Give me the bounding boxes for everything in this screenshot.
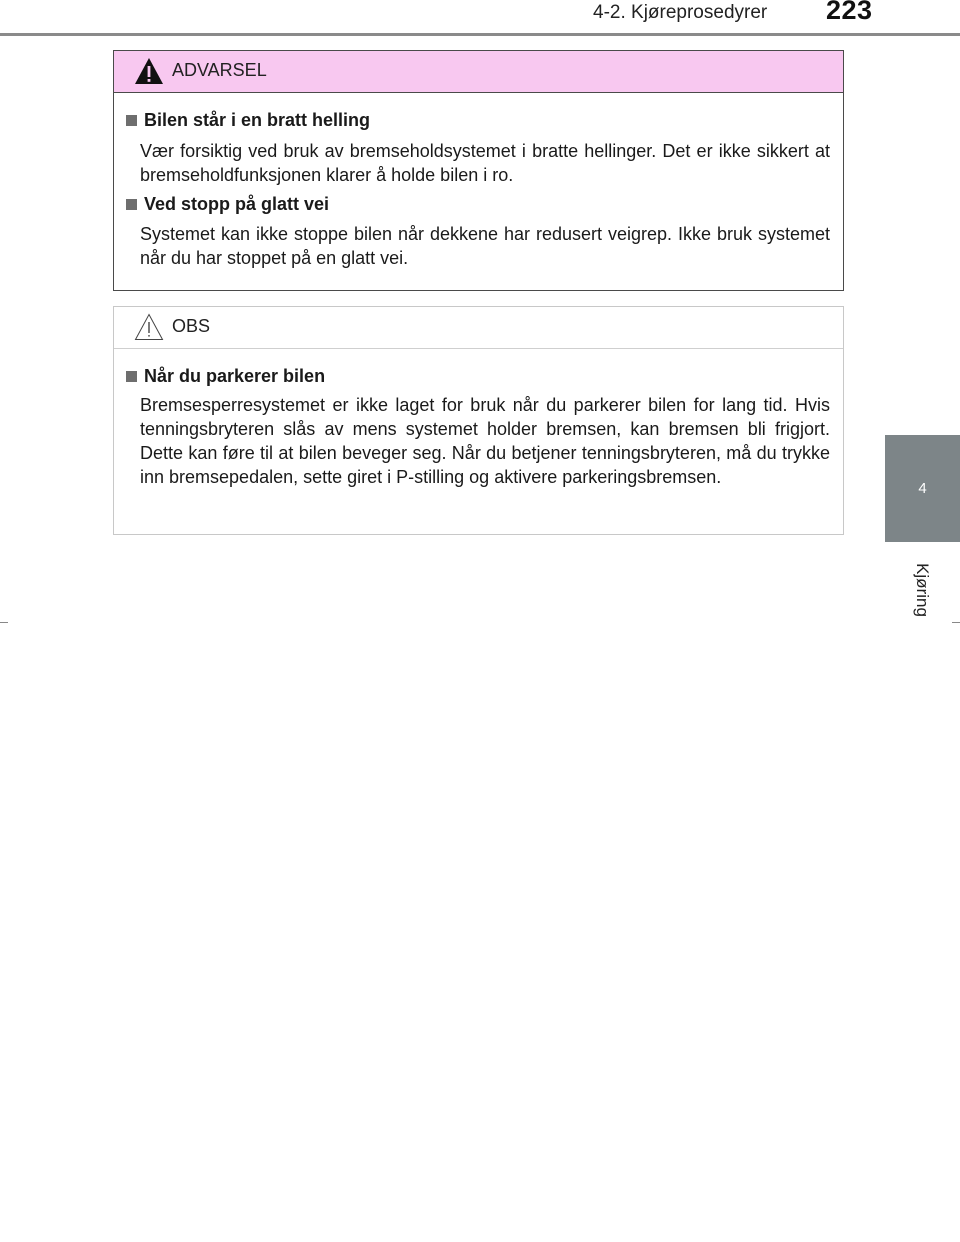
notice-item-heading xyxy=(126,366,325,387)
chapter-label: Kjøring xyxy=(913,563,932,617)
warning-header xyxy=(114,51,843,93)
notice-box xyxy=(113,306,844,535)
warning-item-heading-text: Ved stopp på glatt vei xyxy=(144,194,330,214)
chapter-tab xyxy=(885,435,960,542)
square-bullet-icon xyxy=(126,199,137,210)
crop-mark-right xyxy=(952,622,960,623)
notice-item-heading-text: Når du parkerer bilen xyxy=(144,366,326,386)
chapter-number: 4 xyxy=(918,480,927,497)
crop-mark-left xyxy=(0,622,8,623)
header-divider xyxy=(0,33,960,36)
warning-item-heading xyxy=(126,110,370,131)
warning-title: ADVARSEL xyxy=(172,60,267,80)
section-title: 4-2. Kjøreprosedyrer xyxy=(593,2,768,23)
caution-triangle-icon xyxy=(134,313,164,341)
warning-item-text: Vær forsiktig ved bruk av bremseholdsystemet i bratte hellinger. Det er ikke sikkert at bremseholdfunksjonen klarer å holde bilen i ro. xyxy=(140,141,830,185)
warning-box xyxy=(113,50,844,291)
notice-item-text: Bremsesperresystemet er ikke laget for bruk når du parkerer bilen for lang tid. Hvis tenningsbryteren slås av mens systemet holder bremsen, kan bremsen bli frigjort. Dette kan føre til at bilen beveger seg. Når du betjener tenningsbryteren, må du trykke inn bremsepedalen, sette giret i P-stilling og aktivere parkeringsbremsen. xyxy=(140,395,830,487)
warning-triangle-icon xyxy=(134,57,164,85)
warning-item-heading-text: Bilen står i en bratt helling xyxy=(144,110,371,130)
warning-item-heading xyxy=(126,194,329,215)
square-bullet-icon xyxy=(126,115,137,126)
notice-title: OBS xyxy=(172,316,211,336)
page-number: 223 xyxy=(826,0,873,25)
notice-header xyxy=(114,307,843,349)
square-bullet-icon xyxy=(126,371,137,382)
warning-item-text: Systemet kan ikke stoppe bilen når dekkene har redusert veigrep. Ikke bruk systemet når du har stoppet på en glatt vei. xyxy=(140,224,830,268)
